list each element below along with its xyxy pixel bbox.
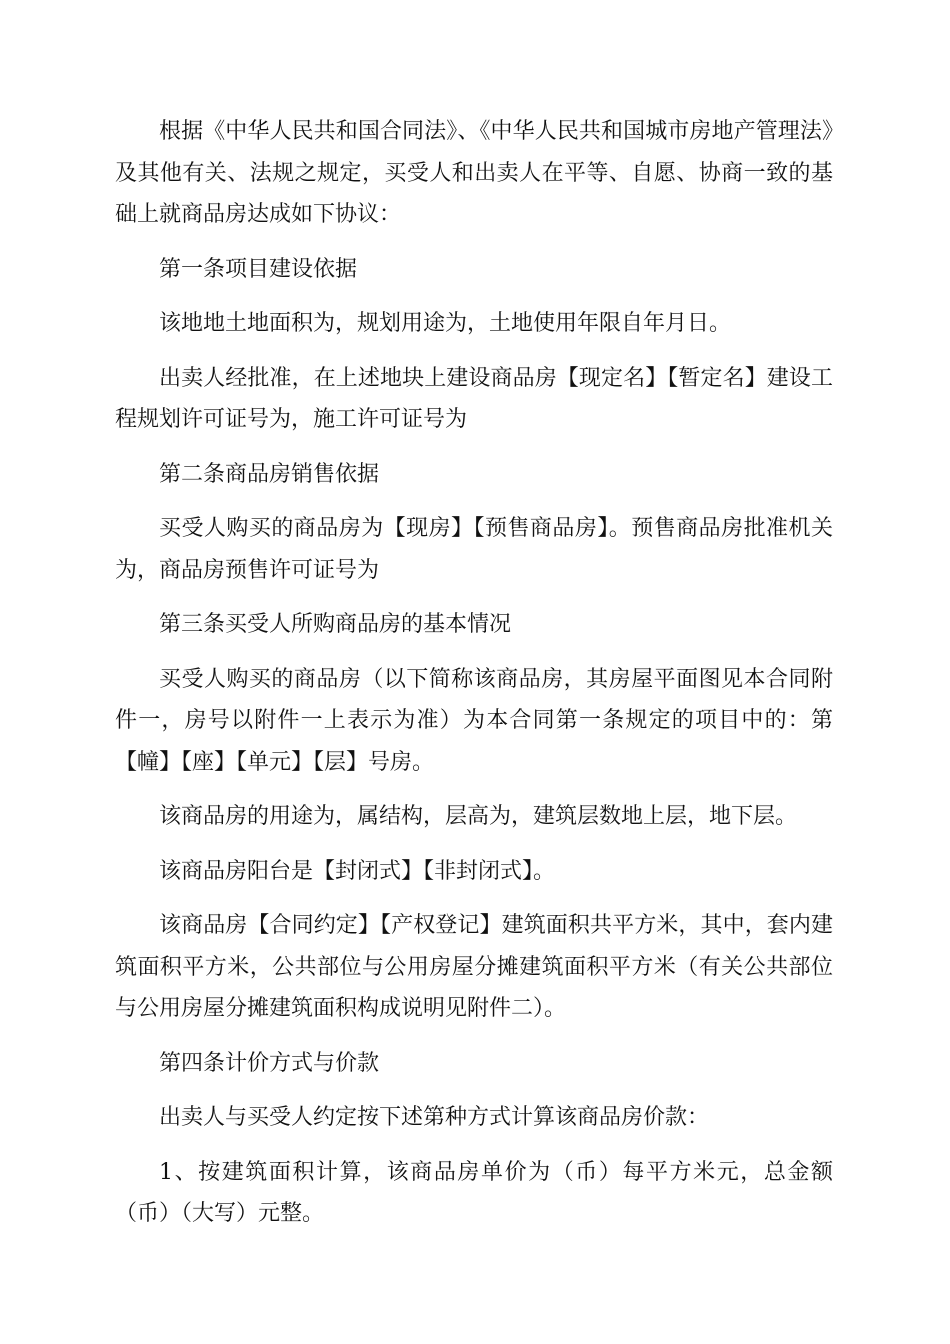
floor-area-paragraph: 该商品房【合同约定】【产权登记】建筑面积共平方米，其中，套内建筑面积平方米，公共部位与公用房屋分摊建筑面积平方米（有关公共部位与公用房屋分摊建筑面积构成说明见附件二）。	[115, 913, 833, 1021]
sales-basis-paragraph: 买受人购买的商品房为【现房】【预售商品房】。预售商品房批准机关为，商品房预售许可证号为	[115, 516, 833, 583]
article-4-heading: 第四条计价方式与价款	[159, 1050, 380, 1076]
preamble-paragraph: 根据《中华人民共和国合同法》、《中华人民共和国城市房地产管理法》及其他有关、法规之规定，买受人和出卖人在平等、自愿、协商一致的基础上就商品房达成如下协议：	[115, 119, 833, 227]
contract-body	[115, 111, 833, 1248]
price-item-1-paragraph: 1、按建筑面积计算，该商品房单价为（币）每平方米元，总金额（币）（大写）元整。	[115, 1159, 833, 1226]
article-3-heading: 第三条买受人所购商品房的基本情况	[159, 612, 512, 637]
house-use-paragraph: 该商品房的用途为，属结构，层高为，建筑层数地上层，地下层。	[159, 804, 798, 829]
land-info-paragraph: 该地地土地面积为，规划用途为，土地使用年限自年月日。	[159, 311, 732, 336]
article-1-heading: 第一条项目建设依据	[159, 256, 358, 282]
construction-approval-paragraph: 出卖人经批准，在上述地块上建设商品房【现定名】【暂定名】建设工程规划许可证号为，施工许可证号为	[115, 365, 833, 432]
balcony-paragraph: 该商品房阳台是【封闭式】【非封闭式】。	[159, 858, 556, 884]
pricing-method-paragraph: 出卖人与买受人约定按下述第种方式计算该商品房价款：	[159, 1105, 710, 1130]
article-2-heading: 第二条商品房销售依据	[159, 461, 380, 487]
house-location-paragraph: 买受人购买的商品房（以下简称该商品房，其房屋平面图见本合同附件一，房号以附件一上表示为准）为本合同第一条规定的项目中的：第【幢】【座】【单元】【层】号房。	[115, 666, 833, 775]
